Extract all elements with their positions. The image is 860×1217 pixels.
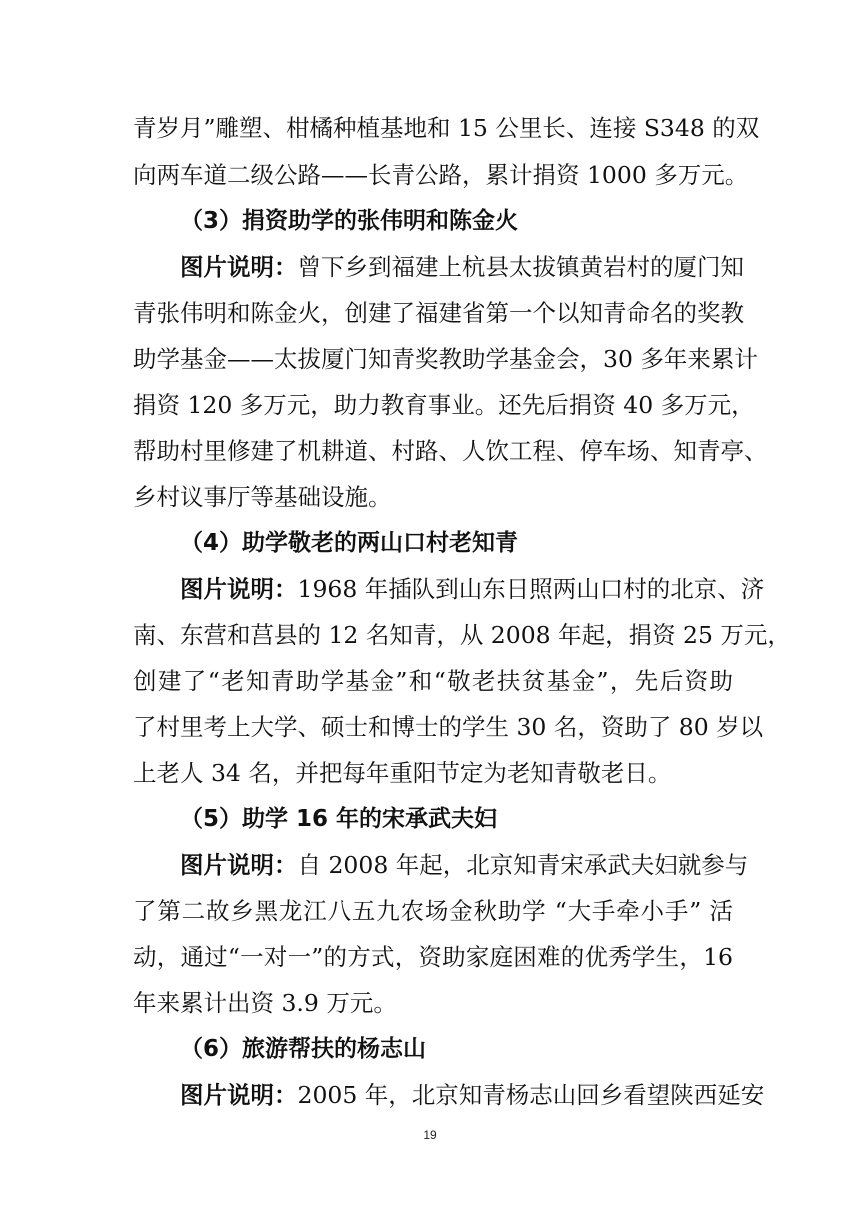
body-text-line: 帮助村里修建了机耕道、村路、人饮工程、停车场、知青亭、	[133, 437, 768, 465]
caption-label: 图片说明：	[180, 253, 298, 281]
body-text-line: 向两车道二级公路——长青公路，累计捐资 1000 多万元。	[133, 161, 749, 189]
section-heading-6: （6）旅游帮扶的杨志山	[180, 1036, 427, 1062]
body-text-line: 青张伟明和陈金火，创建了福建省第一个以知青命名的奖教	[133, 299, 744, 327]
caption-line: 图片说明：2005 年，北京知青杨志山回乡看望陕西延安	[180, 1081, 765, 1109]
body-text-line: 上老人 34 名，并把每年重阳节定为老知青敬老日。	[133, 759, 672, 787]
section-heading-3: （3）捐资助学的张伟明和陈金火	[180, 208, 519, 234]
body-text-line: 动，通过“一对一”的方式，资助家庭困难的优秀学生，16	[133, 943, 733, 971]
caption-label: 图片说明：	[180, 851, 298, 879]
body-text-line: 捐资 120 多万元，助力教育事业。还先后捐资 40 多万元，	[133, 391, 755, 419]
caption-line: 图片说明：曾下乡到福建上杭县太拔镇黄岩村的厦门知	[180, 253, 744, 281]
caption-line: 图片说明：自 2008 年起，北京知青宋承武夫妇就参与	[180, 851, 749, 879]
body-text-line: 了第二故乡黑龙江八五九农场金秋助学 “大手牵小手” 活	[133, 897, 733, 925]
body-text-line: 了村里考上大学、硕士和博士的学生 30 名，资助了 80 岁以	[133, 713, 764, 741]
body-text-line: 乡村议事厅等基础设施。	[133, 483, 392, 511]
page-number: 19	[423, 1128, 437, 1142]
caption-label: 图片说明：	[180, 575, 298, 603]
caption-line: 图片说明：1968 年插队到山东日照两山口村的北京、济	[180, 575, 765, 603]
body-text-line: 创建了“老知青助学基金”和“敬老扶贫基金”，先后资助	[133, 667, 733, 695]
body-text-line: 年来累计出资 3.9 万元。	[133, 989, 397, 1017]
section-heading-5: （5）助学 16 年的宋承武夫妇	[180, 806, 498, 832]
body-text-line: 青岁月”雕塑、柑橘种植基地和 15 公里长、连接 S348 的双	[133, 114, 760, 142]
body-text-line: 南、东营和莒县的 12 名知青，从 2008 年起，捐资 25 万元，	[133, 621, 791, 649]
caption-label: 图片说明：	[180, 1081, 298, 1109]
body-text-line: 助学基金——太拔厦门知青奖教助学基金会，30 多年来累计	[133, 345, 758, 373]
section-heading-4: （4）助学敬老的两山口村老知青	[180, 530, 519, 556]
